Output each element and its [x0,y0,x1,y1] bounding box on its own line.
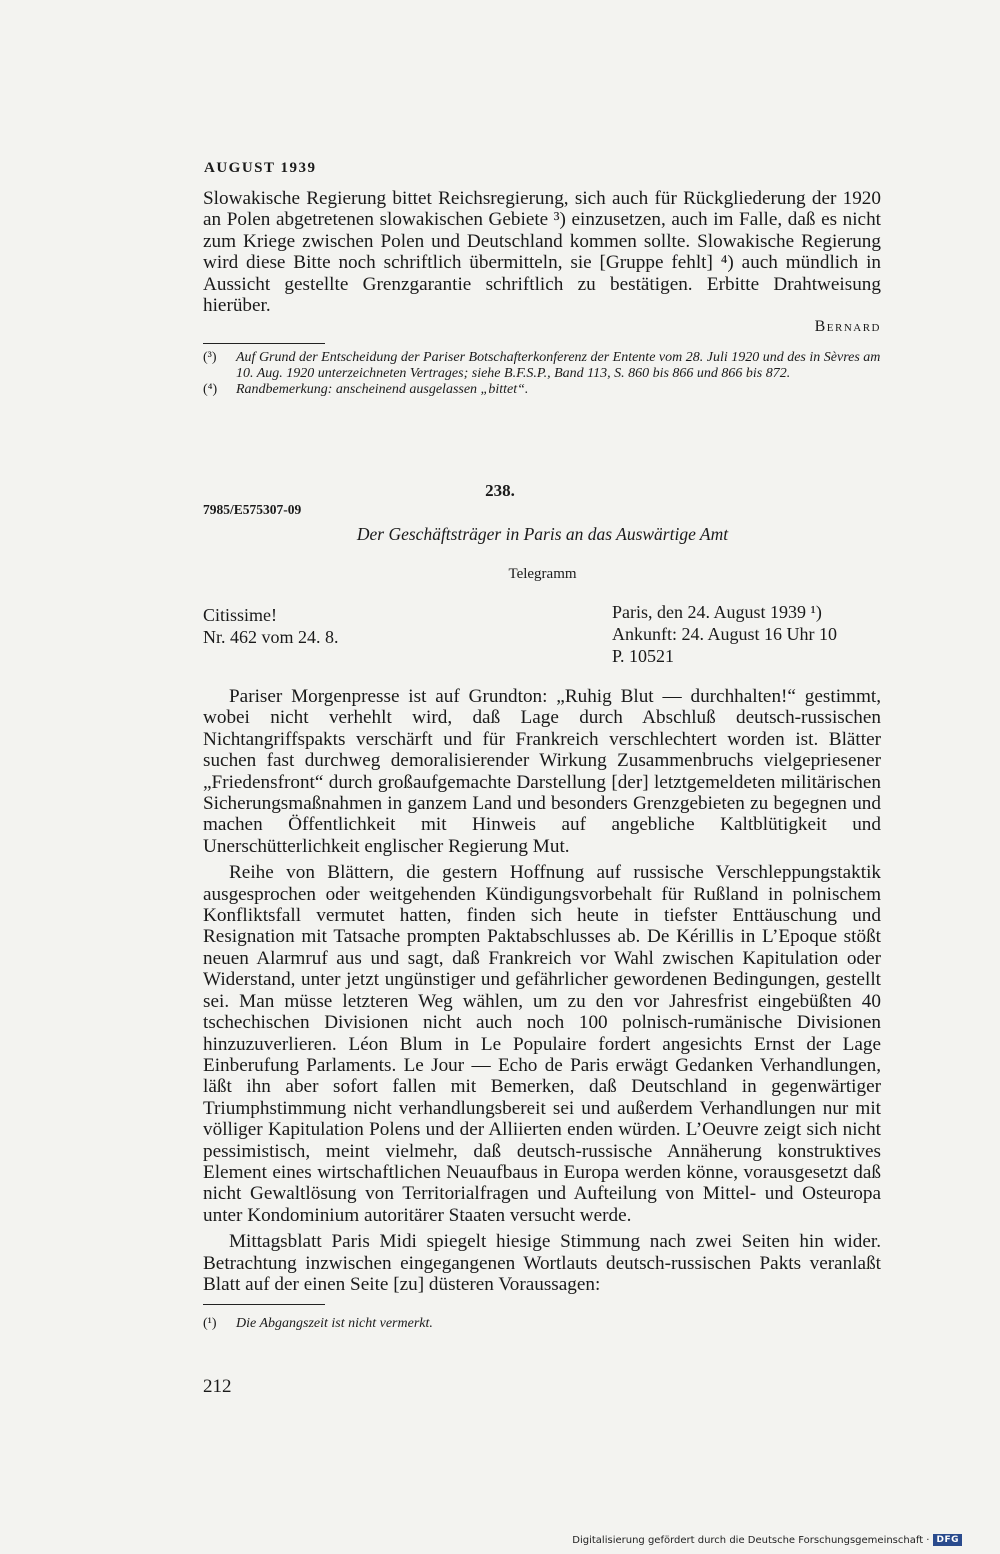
footnote-1 [203,1316,881,1332]
footnote-number: (³) [203,350,217,365]
footnote-text: Die Abgangszeit ist nicht vermerkt. [236,1316,433,1331]
digitization-credit [572,1534,962,1546]
top-paragraph: Slowakische Regierung bittet Reichsregierung, sich auch für Rückgliederung der 1920 an Polen abgetretenen slowakischen Gebiete ³) einzusetzen, auch im Falle, daß es nicht zum Kriege zwischen Polen und Deutschland kommen sollte. Slowakische Regierung wird diese Bitte noch schriftlich übermitteln, sie [Gruppe fehlt] ⁴) auch mündlich in Aussicht gestellte Grenzgarantie schriftlich zu bestätigen. Erbitte Drahtweisung hierüber. [203,188,881,317]
footnote-text: Randbemerkung: anscheinend ausgelassen „bittet“. [236,382,529,398]
place-date: Paris, den 24. August 1939 ¹) [612,602,822,622]
paragraph: Pariser Morgenpresse ist auf Grundton: „Ruhig Blut — durchhalten!“ gestimmt, wobei nicht verhehlt wird, daß Lage durch Abschluß deutsch-russischen Nichtangriffspakts verschärft und für Frankreich verschlechtert worden ist. Blätter suchen fast durchweg demoralisierender Wirkung Zusammenbruchs vielgepriesener „Friedensfront“ durch großaufgemachte Darstellung [der] letztgemeldeten militärischen Sicherungsmaßnahmen in ganzem Land und besonders Grenzgebieten zu begegnen und machen Öffentlichkeit mit Hinweis auf angebliche Kaltblütigkeit und Unerschütterlichkeit englischer Regierung Mut. [203,686,881,857]
document-file-id: 7985/E575307-09 [203,502,302,517]
credit-text: Digitalisierung gefördert durch die Deutsche Forschungsgemeinschaft · [572,1534,930,1546]
document-title: Der Geschäftsträger in Paris an das Auswärtige Amt [356,524,729,544]
telegram-header-right [612,601,837,667]
telegram-header-left [203,604,339,648]
footnote-number: (⁴) [203,382,218,398]
arrival-time: Ankunft: 24. August 16 Uhr 10 [612,624,837,644]
footnotes-bottom [203,1316,881,1332]
document-type: Telegramm [508,566,577,582]
footnote-rule-bottom [203,1304,325,1305]
priority-label: Citissime! [203,605,278,625]
page-number: 212 [203,1376,232,1397]
footnote-3 [203,350,881,382]
running-head: AUGUST 1939 [204,160,317,176]
reference-number: P. 10521 [612,646,675,666]
paragraph: Mittagsblatt Paris Midi spiegelt hiesige Stimmung nach zwei Seiten hin wider. Betrachtung inzwischen eingegangenen Wortlauts deutsch-russischen Pakts veranlaßt Blatt auf der einen Seite [zu] düsteren Voraussagen: [203,1231,881,1295]
telegram-number: Nr. 462 vom 24. 8. [203,627,339,647]
document-number: 238. [485,481,515,500]
footnote-text: Auf Grund der Entscheidung der Pariser Botschafterkonferenz der Entente vom 28. Juli 1920 und des in Sèvres am 10. Aug. 1920 unterzeichneten Vertrages; siehe B.F.S.P., Band 113, S. 860 bis 866 und 866 bis 872. [236,350,881,382]
footnote-rule-top [203,343,325,344]
footnote-4 [203,382,881,398]
paragraph: Reihe von Blättern, die gestern Hoffnung auf russische Verschleppungstaktik ausgesprochen oder weitgehenden Kündigungsvorbehalt für Rußland in polnischem Konfliktsfall vermutet hatten, finden sich heute in tiefster Enttäuschung und Resignation mit Tatsache prompten Paktabschlusses ab. De Kérillis in L’Epoque stößt neuen Alarmruf aus und sagt, daß Frankreich vor Wahl zwischen Kapitulation oder Widerstand, unter jetzt ungünstiger und gefährlicher gewordenen Bedingungen, gestellt sei. Man müsse letzteren Weg wählen, um zu den vor Jahresfrist eingebüßten 40 tschechischen Divisionen nicht auch noch 100 polnisch-rumänische Divisionen hinzuzuverlieren. Léon Blum in Le Populaire fordert angesichts Ernst der Lage Einberufung Parlaments. Le Jour — Echo de Paris erwägt Gedanken Verhandlungen, läßt ihn aber sofort fallen mit Bemerken, daß Deutschland in gegenwärtiger Triumphstimmung nicht verhandlungsbereit sei und außerdem Verhandlungen nur mit völliger Kapitulation Polens und der Alliierten enden würden. L’Oeuvre zeigt sich nicht pessimistisch, meint vielmehr, daß deutsch-russische Annäherung konstruktives Element eines wirtschaftlichen Neuaufbaus in Europa werden könne, vorausgesetzt daß nicht Gewaltlösung von Territorialfragen und Aufteilung von Mittel- und Osteuropa unter Kondominium autoritärer Staaten versucht werde. [203,862,881,1226]
signature: Bernard [814,318,881,335]
main-text [203,686,881,1300]
footnotes-top [203,350,881,399]
dfg-logo: DFG [933,1534,962,1546]
footnote-number: (¹) [203,1316,217,1331]
